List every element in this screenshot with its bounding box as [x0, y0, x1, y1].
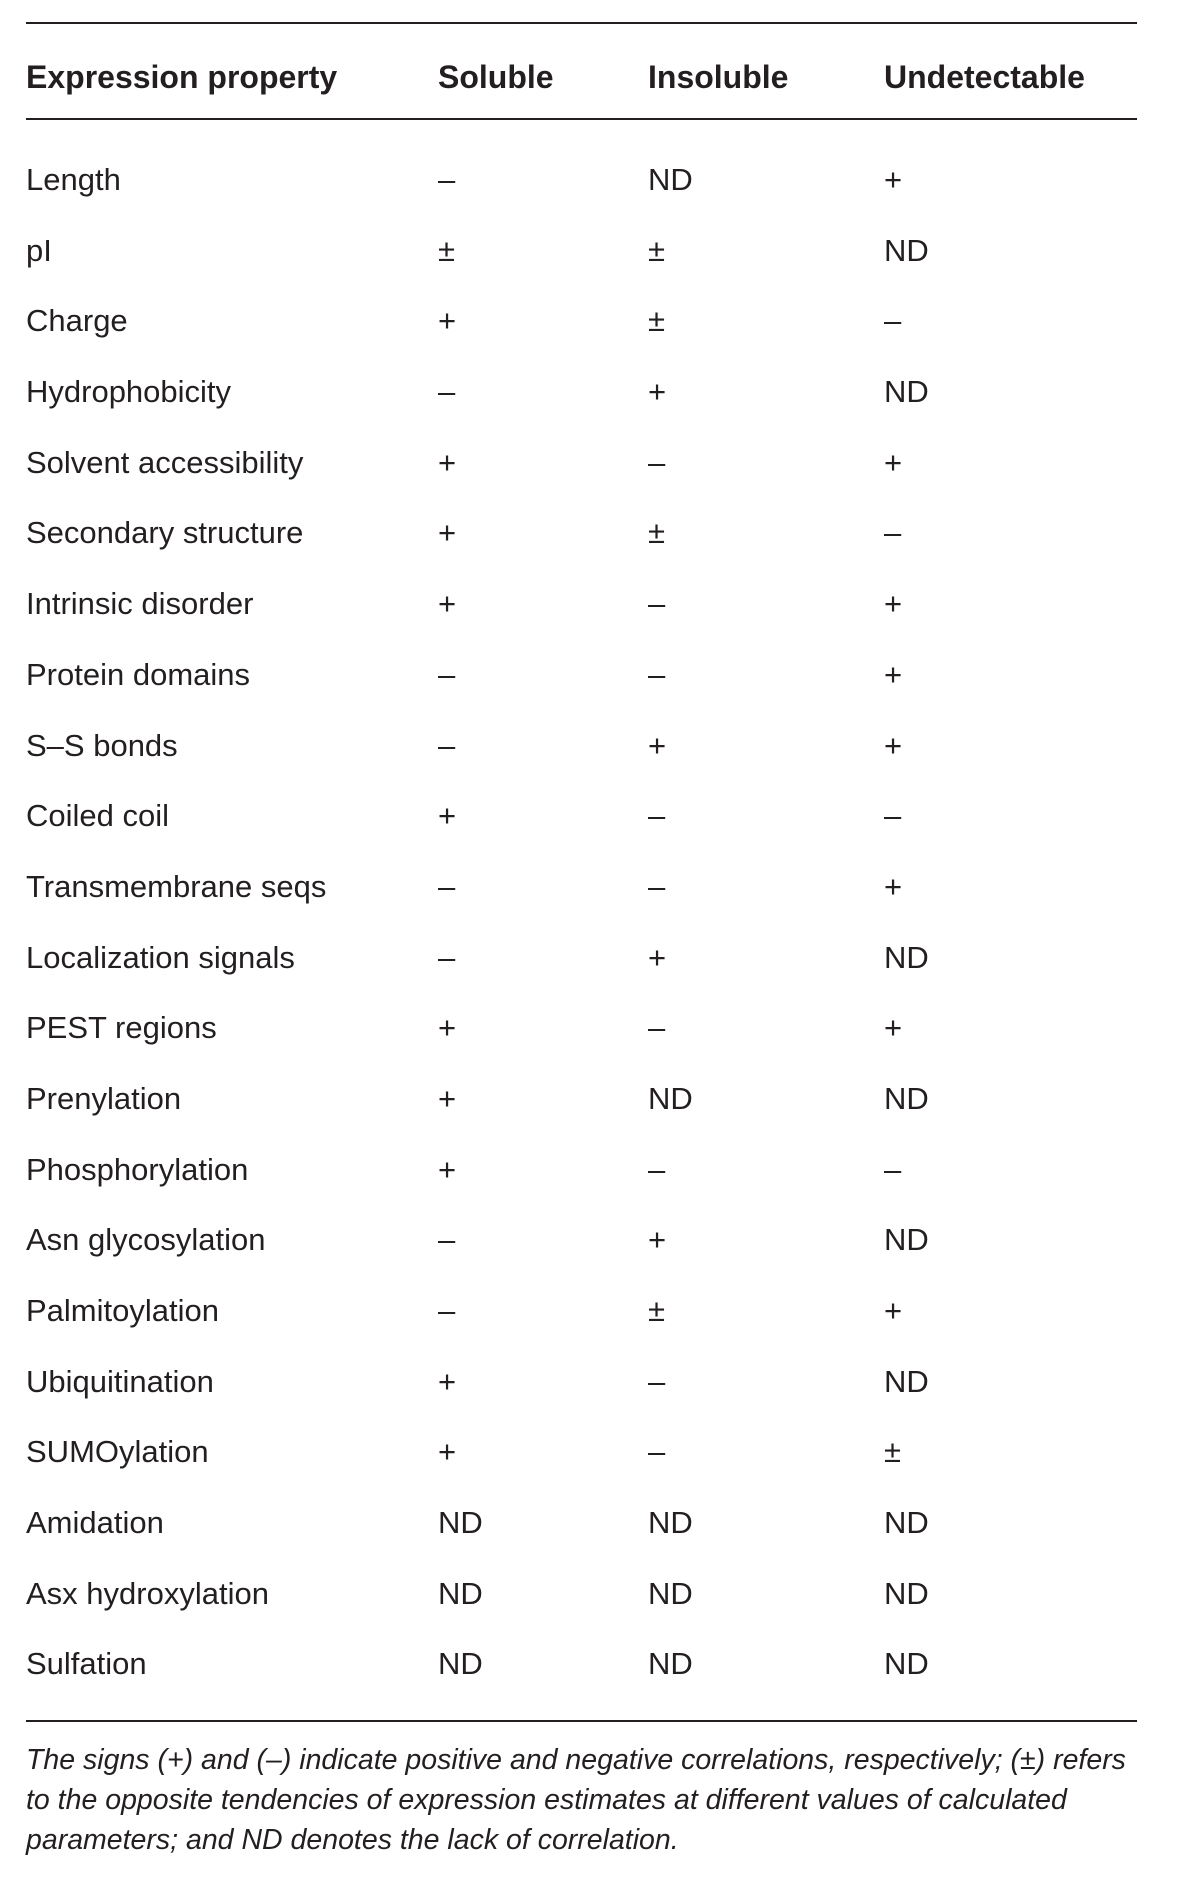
table-row — [0, 1003, 1200, 1074]
property-cell: Asx hydroxylation — [26, 1575, 269, 1611]
property-cell: Secondary structure — [26, 515, 304, 551]
table-footnote: The signs (+) and (–) indicate positive and negative correlations, respectively; (±) refers to the opposite tendencies of expression estimates at different values of calculated parameters; and ND denotes the lack of correlation. — [26, 1744, 1126, 1856]
soluble-cell: + — [438, 1080, 457, 1116]
soluble-cell: ± — [438, 232, 456, 268]
header-soluble: Soluble — [438, 59, 554, 95]
insoluble-cell: – — [648, 1434, 666, 1470]
undetectable-cell: ND — [884, 1363, 929, 1399]
insoluble-cell: – — [648, 798, 666, 834]
insoluble-cell: – — [648, 656, 666, 692]
property-cell: Intrinsic disorder — [26, 586, 254, 622]
insoluble-cell: – — [648, 1363, 666, 1399]
property-cell: Ubiquitination — [26, 1363, 214, 1399]
insoluble-cell: + — [648, 374, 667, 410]
insoluble-cell: ND — [648, 162, 693, 197]
undetectable-cell: ND — [884, 1646, 929, 1682]
insoluble-cell: ND — [648, 1505, 693, 1541]
soluble-cell: – — [438, 868, 456, 904]
property-cell: pI — [26, 232, 52, 268]
property-cell: Prenylation — [26, 1080, 182, 1116]
undetectable-cell: + — [884, 727, 903, 763]
soluble-cell: + — [438, 586, 457, 622]
soluble-cell: + — [438, 1363, 457, 1399]
header-insoluble: Insoluble — [648, 59, 789, 95]
insoluble-cell: ± — [648, 303, 666, 339]
property-cell: Protein domains — [26, 656, 251, 692]
table-row — [0, 1145, 1200, 1216]
undetectable-cell: – — [884, 1151, 902, 1187]
table-row — [0, 367, 1200, 438]
header-expression-property: Expression property — [26, 59, 338, 95]
soluble-cell: + — [438, 1434, 457, 1470]
undetectable-cell: – — [884, 515, 902, 551]
table-row — [0, 508, 1200, 579]
insoluble-cell: – — [648, 586, 666, 622]
property-cell: Length — [26, 162, 121, 197]
soluble-cell: ND — [438, 1505, 483, 1541]
insoluble-cell: ± — [648, 515, 666, 551]
property-cell: Charge — [26, 303, 128, 339]
property-cell: Amidation — [26, 1505, 164, 1541]
property-cell: Transmembrane seqs — [26, 868, 327, 904]
soluble-cell: – — [438, 727, 456, 763]
soluble-cell: + — [438, 444, 457, 480]
table-header-row — [0, 52, 1200, 102]
property-cell: Asn glycosylation — [26, 1222, 266, 1258]
undetectable-cell: + — [884, 656, 903, 692]
insoluble-cell: – — [648, 1010, 666, 1046]
table-row — [0, 579, 1200, 650]
table-row — [0, 1357, 1200, 1428]
soluble-cell: – — [438, 656, 456, 692]
table-top-rule — [26, 22, 1137, 24]
undetectable-cell: – — [884, 303, 902, 339]
insoluble-cell: – — [648, 1151, 666, 1187]
soluble-cell: + — [438, 515, 457, 551]
undetectable-cell: – — [884, 798, 902, 834]
soluble-cell: + — [438, 303, 457, 339]
soluble-cell: – — [438, 374, 456, 410]
undetectable-cell: ND — [884, 374, 929, 410]
table-row — [0, 862, 1200, 933]
undetectable-cell: ND — [884, 939, 929, 975]
undetectable-cell: + — [884, 162, 903, 197]
property-cell: PEST regions — [26, 1010, 217, 1046]
soluble-cell: ND — [438, 1575, 483, 1611]
property-cell: Localization signals — [26, 939, 295, 975]
table-row — [0, 791, 1200, 862]
soluble-cell: – — [438, 1222, 456, 1258]
table-row — [0, 1498, 1200, 1569]
table-row — [0, 933, 1200, 1004]
property-cell: Solvent accessibility — [26, 444, 304, 480]
table-row — [0, 438, 1200, 509]
soluble-cell: + — [438, 1151, 457, 1187]
insoluble-cell: ND — [648, 1080, 693, 1116]
undetectable-cell: + — [884, 1293, 903, 1328]
table-body — [0, 155, 1200, 1710]
property-cell: S–S bonds — [26, 727, 178, 763]
insoluble-cell: ND — [648, 1646, 693, 1682]
undetectable-cell: ND — [884, 232, 929, 268]
insoluble-cell: – — [648, 444, 666, 480]
insoluble-cell: + — [648, 939, 667, 975]
undetectable-cell: ND — [884, 1575, 929, 1611]
insoluble-cell: ND — [648, 1575, 693, 1611]
soluble-cell: – — [438, 939, 456, 975]
undetectable-cell: ± — [884, 1434, 902, 1470]
undetectable-cell: + — [884, 444, 903, 480]
undetectable-cell: ND — [884, 1222, 929, 1258]
property-cell: Hydrophobicity — [26, 374, 232, 410]
undetectable-cell: + — [884, 868, 903, 904]
property-cell: Sulfation — [26, 1646, 147, 1682]
insoluble-cell: ± — [648, 232, 666, 268]
table-row — [0, 650, 1200, 721]
property-cell: Coiled coil — [26, 798, 170, 834]
header-undetectable: Undetectable — [884, 59, 1085, 95]
table-header-rule — [26, 118, 1137, 120]
table-row — [0, 1074, 1200, 1145]
table-row — [0, 1286, 1200, 1357]
property-cell: Palmitoylation — [26, 1293, 219, 1328]
table-row — [0, 1215, 1200, 1286]
soluble-cell: + — [438, 1010, 457, 1046]
soluble-cell: – — [438, 162, 456, 197]
insoluble-cell: + — [648, 1222, 667, 1258]
soluble-cell: ND — [438, 1646, 483, 1682]
table-row — [0, 1427, 1200, 1498]
soluble-cell: + — [438, 798, 457, 834]
property-cell: SUMOylation — [26, 1434, 209, 1470]
undetectable-cell: ND — [884, 1505, 929, 1541]
undetectable-cell: + — [884, 1010, 903, 1046]
insoluble-cell: ± — [648, 1293, 666, 1328]
property-cell: Phosphorylation — [26, 1151, 249, 1187]
table-row — [0, 1639, 1200, 1710]
insoluble-cell: + — [648, 727, 667, 763]
soluble-cell: – — [438, 1293, 456, 1328]
table-row — [0, 155, 1200, 226]
table-row — [0, 296, 1200, 367]
undetectable-cell: + — [884, 586, 903, 622]
table-row — [0, 226, 1200, 297]
table-bottom-rule — [26, 1720, 1137, 1722]
table-row — [0, 721, 1200, 792]
undetectable-cell: ND — [884, 1080, 929, 1116]
insoluble-cell: – — [648, 868, 666, 904]
table-row — [0, 1569, 1200, 1640]
